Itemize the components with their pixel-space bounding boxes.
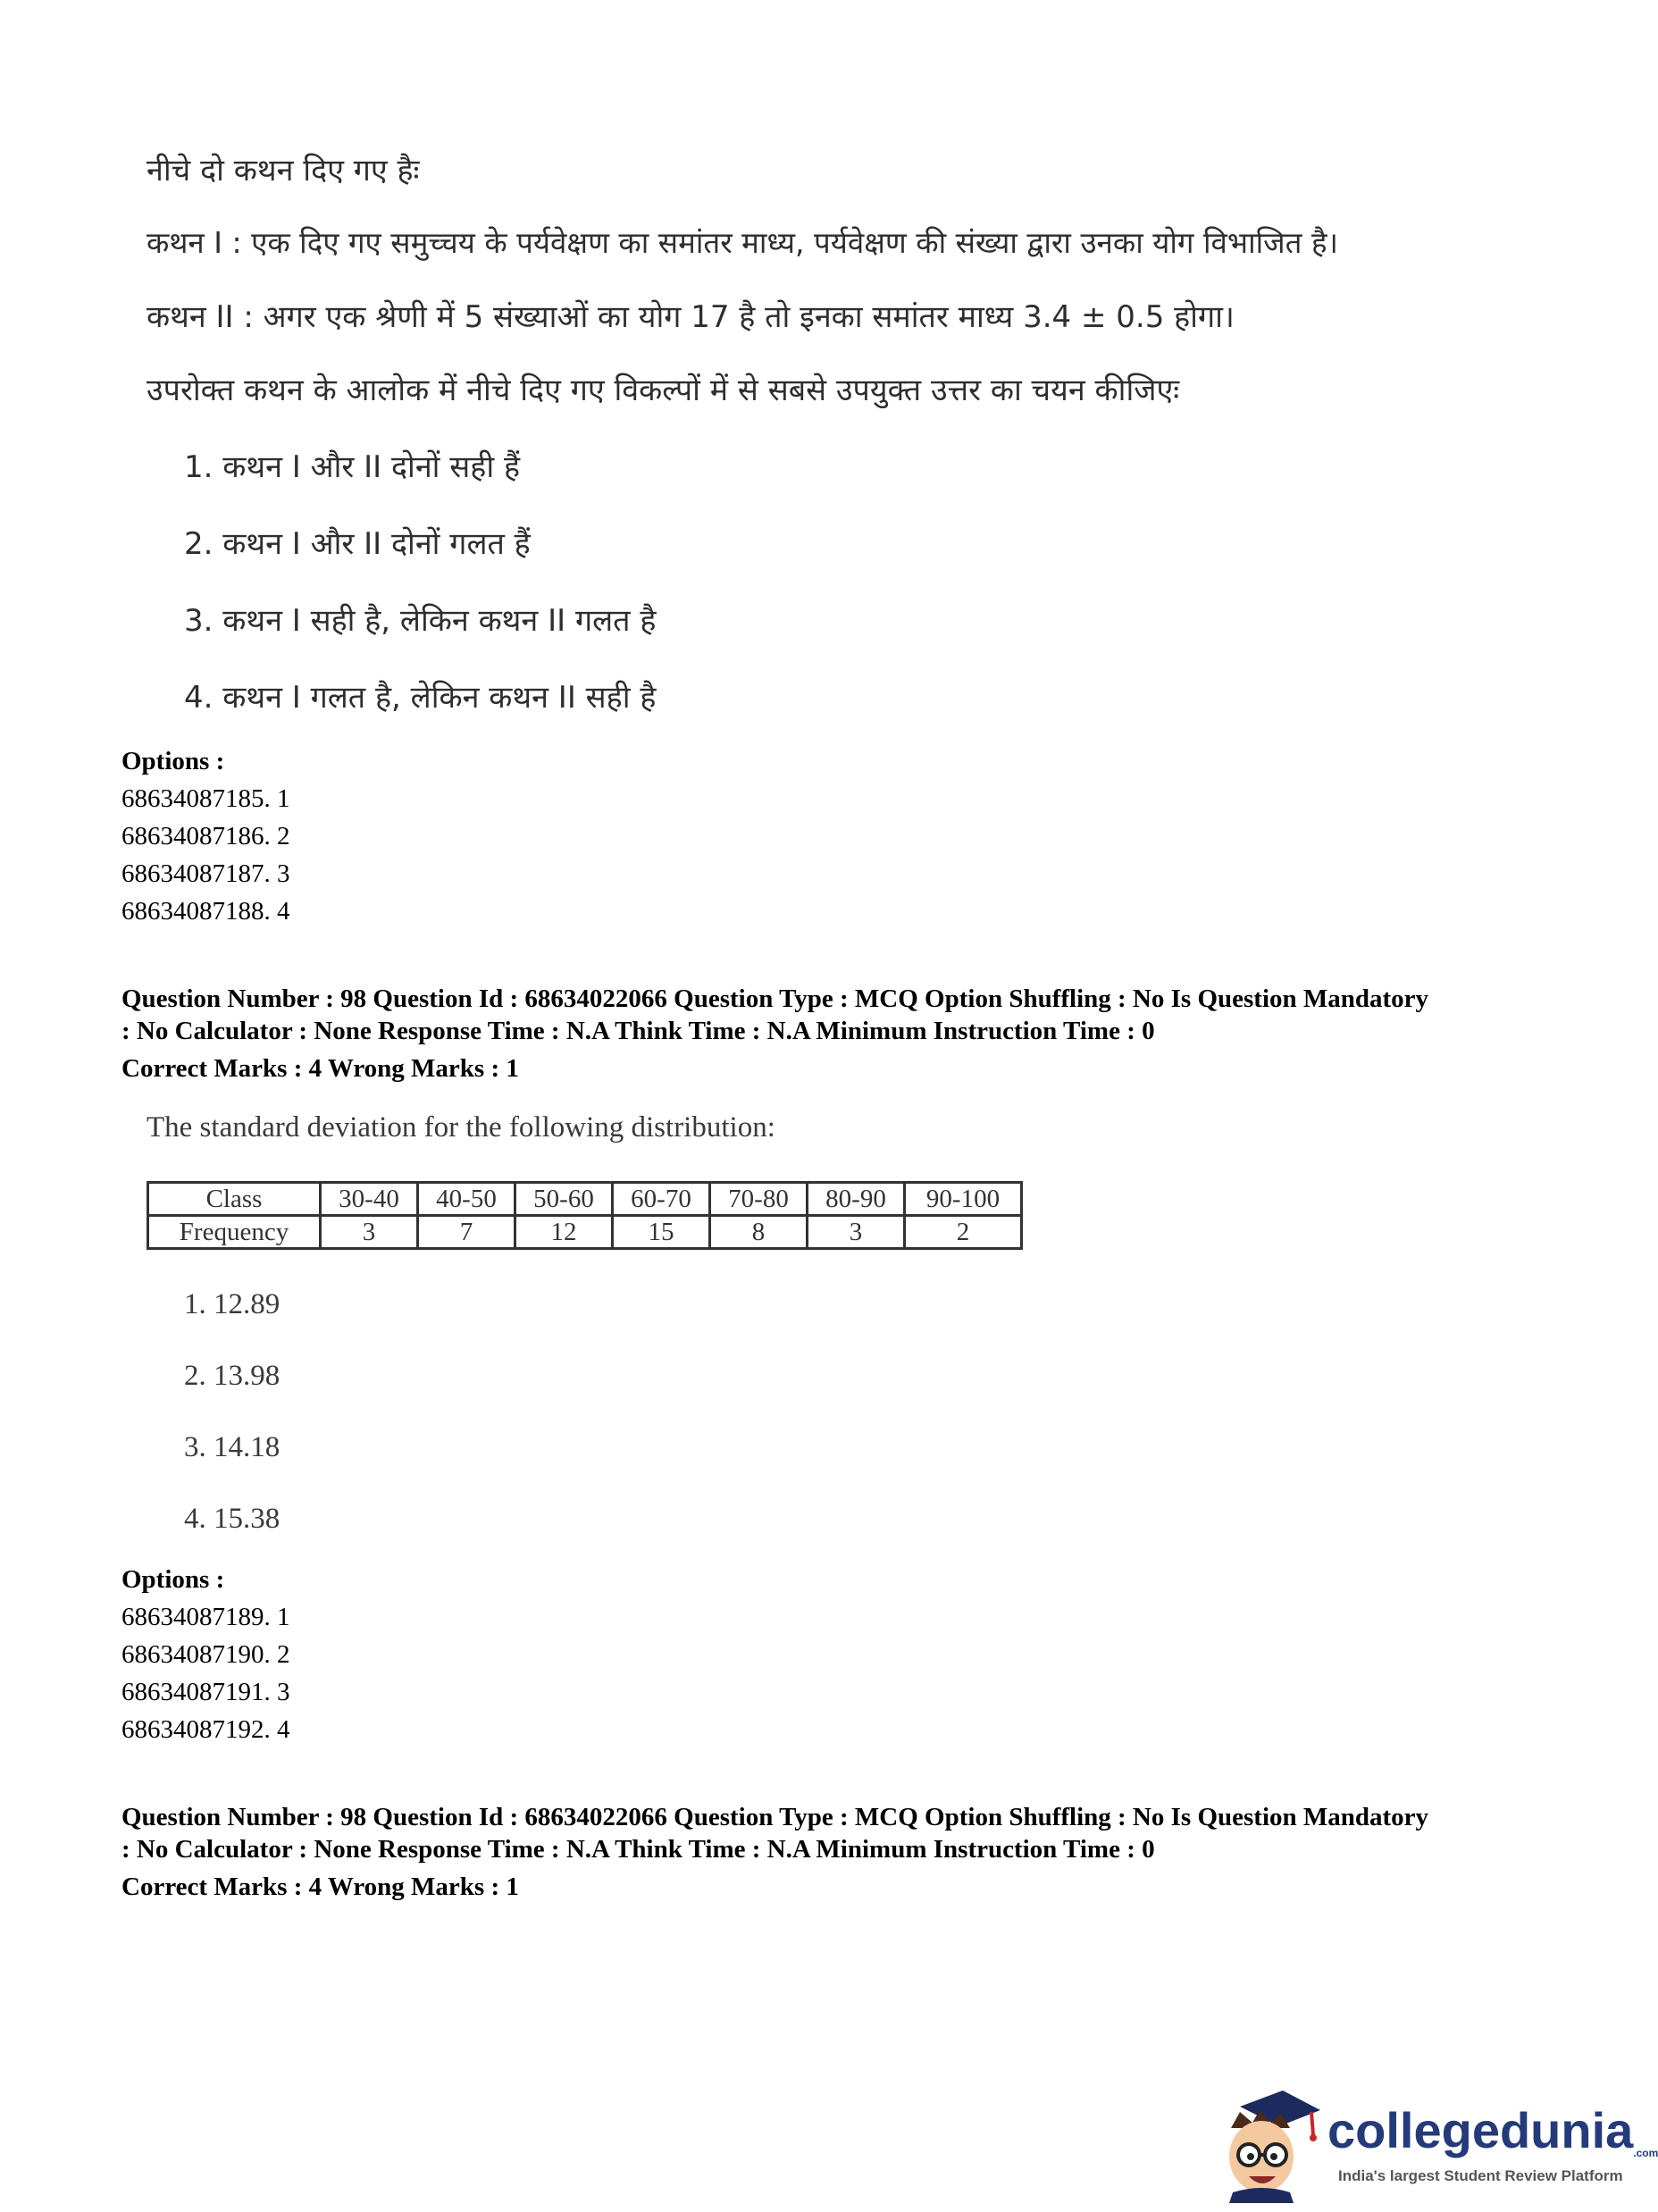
table-cell-frequency: 7: [418, 1216, 515, 1249]
table-cell-class: 40-50: [418, 1183, 515, 1216]
logo-tagline: India's largest Student Review Platform: [1338, 2167, 1623, 2184]
table-cell-frequency: 8: [710, 1216, 808, 1249]
q1-intro: नीचे दो कथन दिए गए हैः: [147, 153, 420, 189]
q1-instruction: उपरोक्त कथन के आलोक में नीचे दिए गए विकल्पों में से सबसे उपयुक्त उत्तर का चयन कीजिएः: [147, 373, 1180, 408]
q2-prompt: The standard deviation for the following distribution:: [147, 1111, 775, 1144]
logo-name: collegedunia: [1327, 2102, 1634, 2158]
distribution-table: [147, 1181, 1023, 1250]
q3-meta-line-1: Question Number : 98 Question Id : 68634022066 Question Type : MCQ Option Shuffling : No Is Question Mandatory: [121, 1803, 1429, 1831]
q3-marks: Correct Marks : 4 Wrong Marks : 1: [121, 1873, 519, 1901]
q2-marks: Correct Marks : 4 Wrong Marks : 1: [121, 1054, 519, 1083]
q1-option-3: 68634087187. 3: [121, 859, 290, 888]
table-cell-class: 30-40: [321, 1183, 418, 1216]
q2-option-1: 68634087189. 1: [121, 1603, 290, 1631]
table-cell-class: 70-80: [710, 1183, 808, 1216]
table-row-class: [148, 1183, 1022, 1216]
mascot-icon: [1213, 2087, 1324, 2203]
q2-option-4: 68634087192. 4: [121, 1715, 290, 1744]
q2-choice-3: 3. 14.18: [184, 1431, 281, 1463]
q3-meta-line-2: : No Calculator : None Response Time : N.A Think Time : N.A Minimum Instruction Time : 0: [121, 1835, 1155, 1864]
q1-statement-2: कथन II : अगर एक श्रेणी में 5 संख्याओं का योग 17 है तो इनका समांतर माध्य 3.4 ± 0.5 होगा।: [147, 299, 1235, 335]
logo-wordmark: [1327, 2101, 1658, 2159]
q1-choice-3: 3. कथन I सही है, लेकिन कथन II गलत है: [184, 603, 657, 639]
q1-option-4: 68634087188. 4: [121, 897, 290, 926]
table-row-frequency: [148, 1216, 1022, 1249]
q2-meta-line-2: : No Calculator : None Response Time : N.A Think Time : N.A Minimum Instruction Time : 0: [121, 1017, 1155, 1045]
q2-choice-4: 4. 15.38: [184, 1503, 281, 1535]
table-cell-class: 60-70: [613, 1183, 710, 1216]
table-cell-class: 50-60: [515, 1183, 613, 1216]
q2-choice-1: 1. 12.89: [184, 1288, 281, 1320]
table-cell-frequency: 12: [515, 1216, 613, 1249]
table-cell-frequency: 2: [905, 1216, 1022, 1249]
q1-option-2: 68634087186. 2: [121, 822, 290, 850]
q2-option-3: 68634087191. 3: [121, 1678, 290, 1706]
table-cell-frequency: 3: [808, 1216, 905, 1249]
table-cell-class: 80-90: [808, 1183, 905, 1216]
table-cell-frequency: 15: [613, 1216, 710, 1249]
q2-option-2: 68634087190. 2: [121, 1640, 290, 1669]
q2-options-label: Options :: [121, 1565, 225, 1594]
q1-options-label: Options :: [121, 747, 225, 775]
q1-option-1: 68634087185. 1: [121, 784, 290, 813]
q2-meta-line-1: Question Number : 98 Question Id : 68634022066 Question Type : MCQ Option Shuffling : No Is Question Mandatory: [121, 985, 1429, 1013]
logo-suffix: .com: [1633, 2147, 1658, 2159]
table-cell-frequency: 3: [321, 1216, 418, 1249]
table-header-class: Class: [148, 1183, 321, 1216]
q1-statement-1: कथन I : एक दिए गए समुच्चय के पर्यवेक्षण का समांतर माध्य, पर्यवेक्षण की संख्या द्वारा उनका योग विभाजित है।: [147, 225, 1339, 260]
table-header-frequency: Frequency: [148, 1216, 321, 1249]
collegedunia-logo[interactable]: [1213, 2087, 1658, 2205]
q1-choice-2: 2. कथन I और II दोनों गलत हैं: [184, 526, 531, 562]
q1-choice-1: 1. कथन I और II दोनों सही हैं: [184, 449, 521, 485]
table-cell-class: 90-100: [905, 1183, 1022, 1216]
q1-choice-4: 4. कथन I गलत है, लेकिन कथन II सही है: [184, 680, 657, 716]
q2-choice-2: 2. 13.98: [184, 1360, 281, 1392]
